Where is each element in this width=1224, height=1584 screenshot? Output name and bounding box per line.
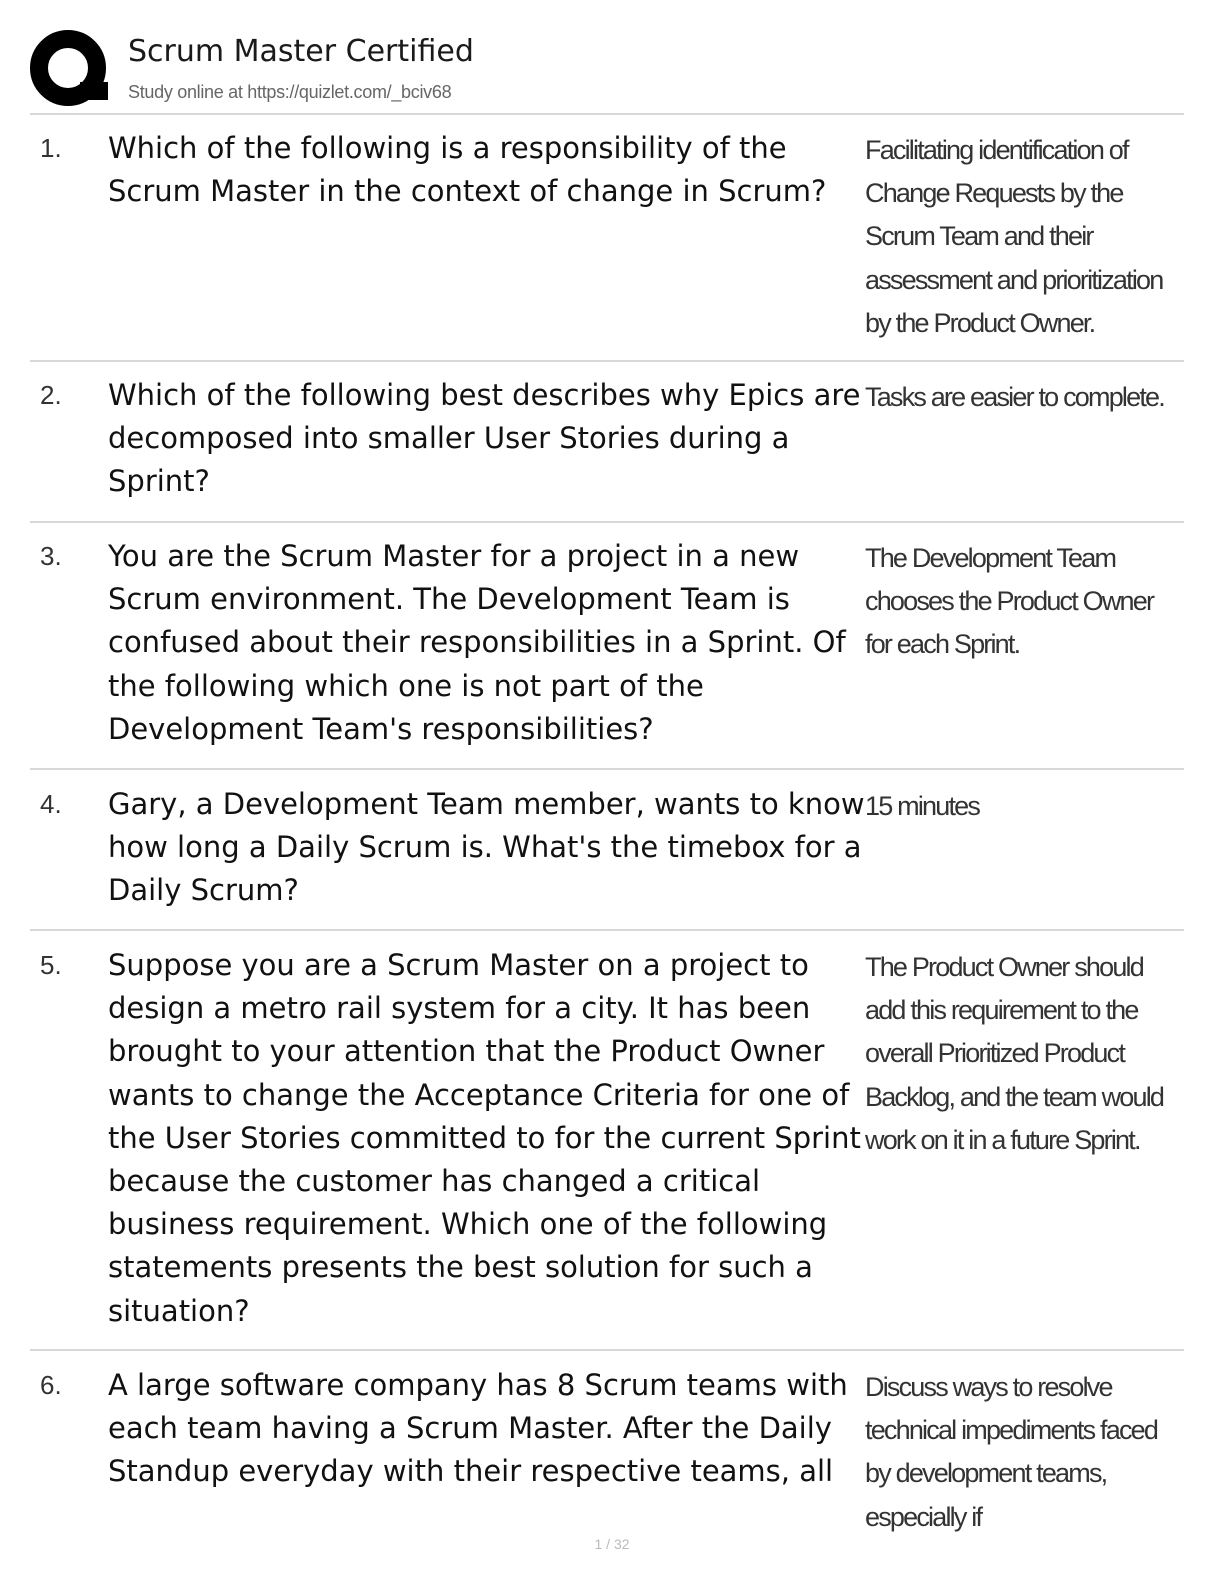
page-number: 1 / 32 [594, 1536, 630, 1552]
quizlet-logo-icon [30, 30, 110, 110]
card-number: 4. [40, 789, 62, 819]
card-answer: The Development Team chooses the Product Owner for each Sprint. [865, 543, 1154, 660]
card-question: A large software company has 8 Scrum teams with each team having a Scrum Master. After the Daily Standup everyday with their respective teams, all [108, 1368, 848, 1489]
card-number: 6. [40, 1370, 62, 1400]
card-question: You are the Scrum Master for a project in a new Scrum environment. The Development Team is confused about their responsibilities in a Sprint. Of the following which one is not part of the Development Team's responsibilities? [108, 539, 846, 746]
card-answer: Tasks are easier to complete. [865, 382, 1164, 412]
card-question: Gary, a Development Team member, wants to know how long a Daily Scrum is. What's the timebox for a Daily Scrum? [108, 787, 865, 908]
card-number: 3. [40, 541, 62, 571]
card-answer: Facilitating identification of Change Requests by the Scrum Team and their assessment and prioritization by the Product Owner. [865, 135, 1163, 338]
divider [30, 521, 1184, 523]
document-header [30, 30, 1184, 114]
card-number: 2. [40, 380, 62, 410]
divider [30, 1349, 1184, 1351]
divider [30, 929, 1184, 931]
document-title: Scrum Master Certified [128, 34, 474, 69]
card-number: 5. [40, 950, 62, 980]
study-online-link[interactable]: Study online at https://quizlet.com/_bciv68 [128, 82, 452, 102]
card-answer: The Product Owner should add this requirement to the overall Prioritized Product Backlog, and the team would work on it in a future Sprint. [865, 952, 1164, 1155]
card-question: Which of the following best describes why Epics are decomposed into smaller User Stories during a Sprint? [108, 378, 861, 499]
card-question: Suppose you are a Scrum Master on a project to design a metro rail system for a city. It has been brought to your attention that the Product Owner wants to change the Acceptance Criteria for one of the User Stories committed to for the current Sprint because the customer has changed a critical business requirement. Which one of the following statements presents the best solution for such a situation? [108, 948, 861, 1328]
card-answer: 15 minutes [865, 791, 980, 821]
card-number: 1. [40, 133, 62, 163]
card-question: Which of the following is a responsibility of the Scrum Master in the context of change in Scrum? [108, 131, 827, 209]
divider [30, 360, 1184, 362]
divider [30, 113, 1184, 115]
divider [30, 768, 1184, 770]
card-answer: Discuss ways to resolve technical impediments faced by development teams, especially if [865, 1372, 1158, 1532]
